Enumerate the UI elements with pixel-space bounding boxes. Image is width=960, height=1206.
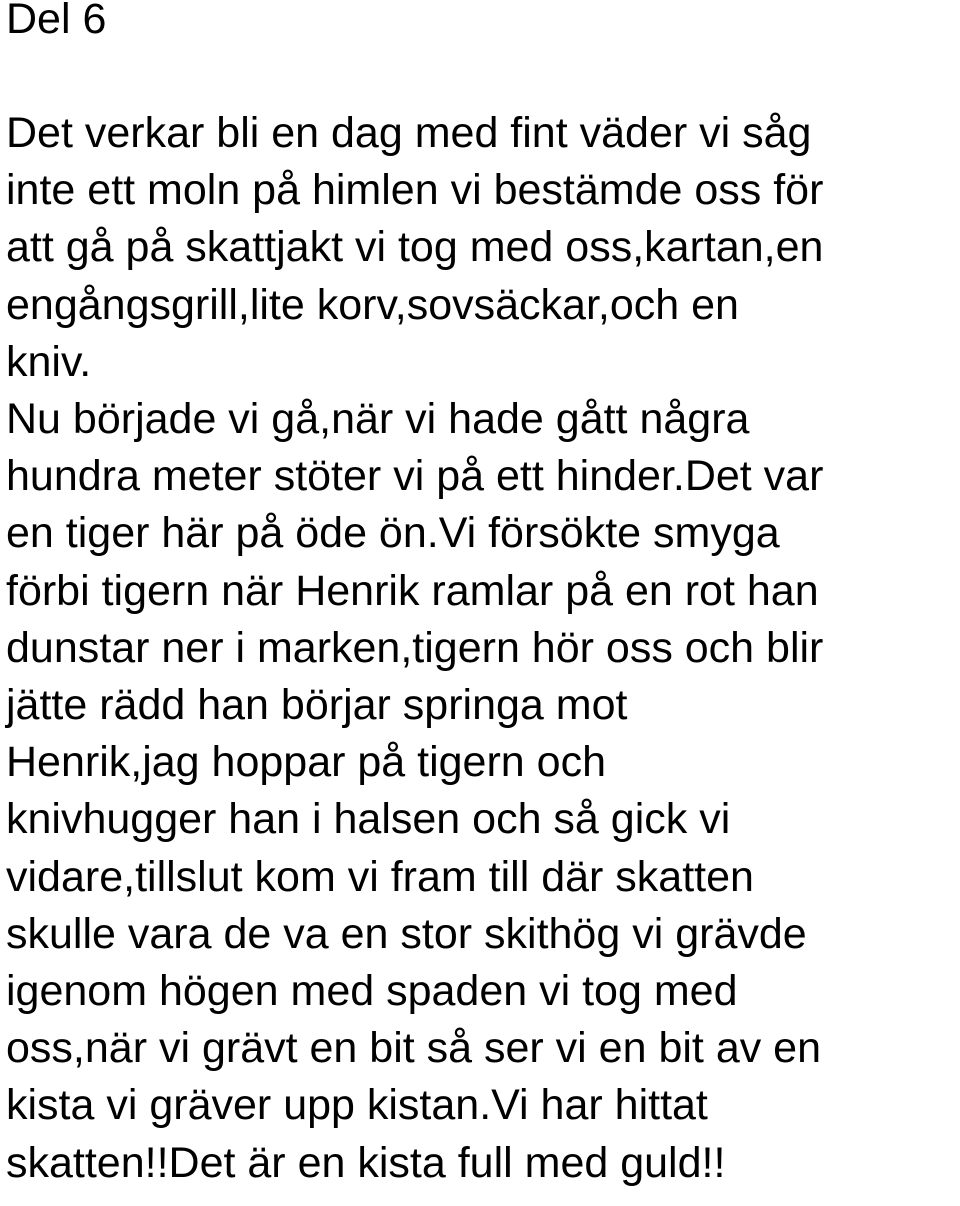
text-line: Nu började vi gå,när vi hade gått några bbox=[6, 395, 750, 444]
text-line: oss,när vi grävt en bit så ser vi en bit av en bbox=[6, 1024, 822, 1073]
text-line: hundra meter stöter vi på ett hinder.Det var bbox=[6, 452, 824, 501]
text-line: jätte rädd han börjar springa mot bbox=[6, 681, 628, 730]
story-text bbox=[6, 105, 960, 1192]
text-line: kniv. bbox=[6, 337, 92, 386]
text-line: inte ett moln på himlen vi bestämde oss för bbox=[6, 166, 824, 215]
text-line: vidare,tillslut kom vi fram till där skatten bbox=[6, 852, 754, 901]
text-line: igenom högen med spaden vi tog med bbox=[6, 967, 738, 1016]
text-line: en tiger här på öde ön.Vi försökte smyga bbox=[6, 509, 780, 558]
text-line: dunstar ner i marken,tigern hör oss och blir bbox=[6, 623, 824, 672]
text-line: knivhugger han i halsen och så gick vi bbox=[6, 795, 731, 844]
text-line: Henrik,jag hoppar på tigern och bbox=[6, 738, 606, 787]
text-line: att gå på skattjakt vi tog med oss,kartan,en bbox=[6, 223, 824, 272]
text-line: skatten!!Det är en kista full med guld!! bbox=[6, 1138, 726, 1187]
text-line: Det verkar bli en dag med fint väder vi såg bbox=[6, 109, 812, 157]
text-line: engångsgrill,lite korv,sovsäckar,och en bbox=[6, 280, 739, 329]
text-line: kista vi gräver upp kistan.Vi har hittat bbox=[6, 1081, 708, 1130]
text-line: förbi tigern när Henrik ramlar på en rot han bbox=[6, 566, 819, 615]
page-title: Del 6 bbox=[6, 0, 107, 43]
text-line: skulle vara de va en stor skithög vi grävde bbox=[6, 909, 807, 958]
